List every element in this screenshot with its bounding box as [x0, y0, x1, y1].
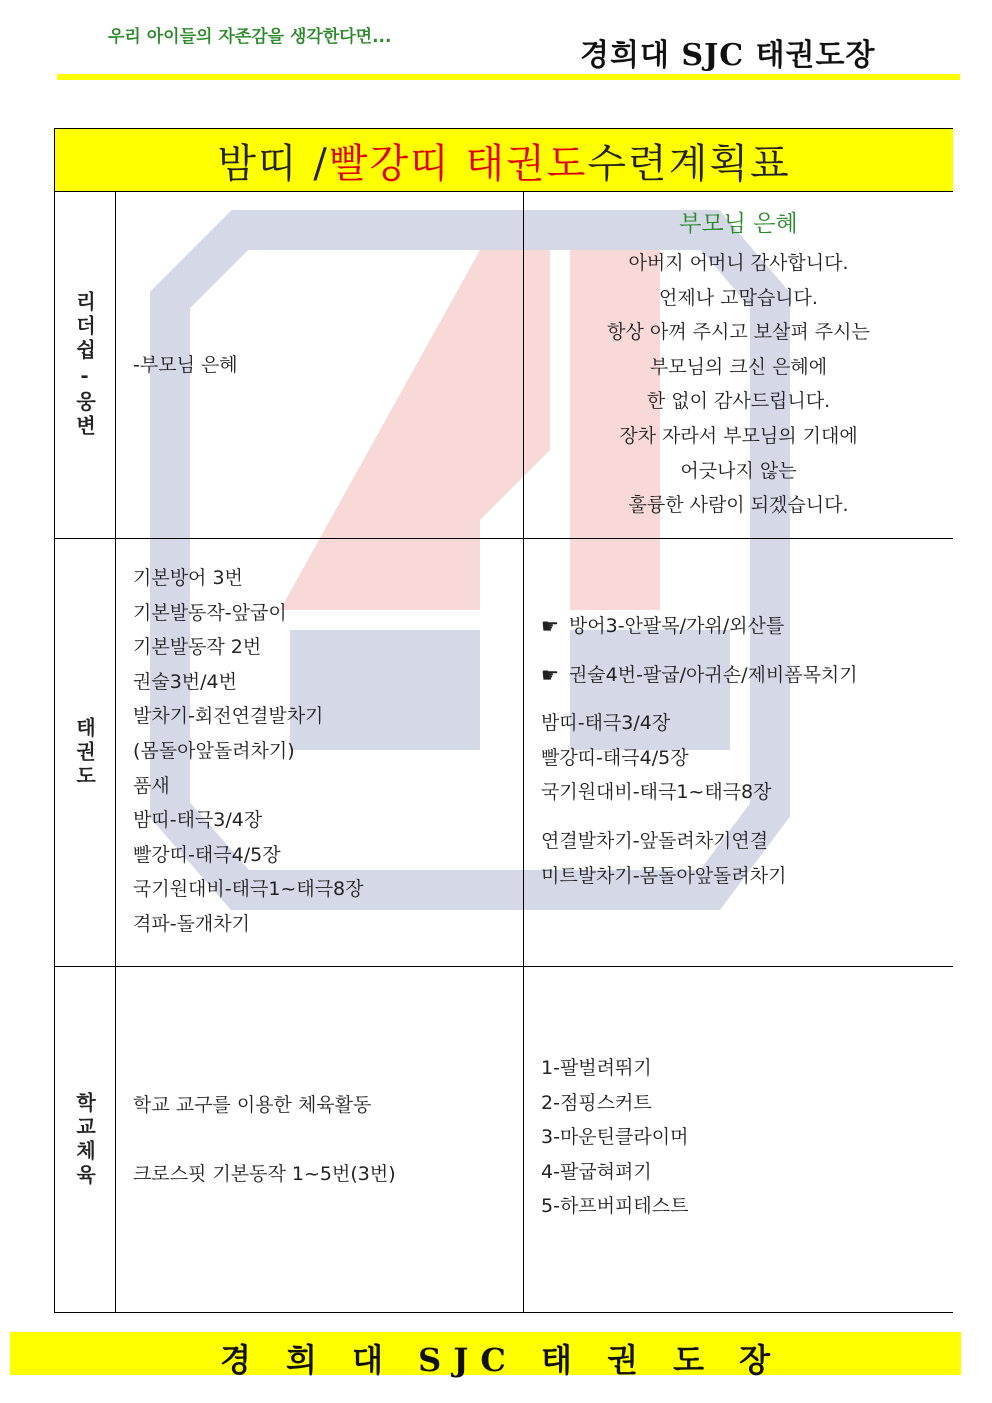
content-line: 기본방어 3번	[133, 567, 243, 589]
content-line: -부모님 은혜	[133, 353, 238, 376]
content-line: 빨강띠-태극4/5장	[133, 843, 281, 866]
poem-line: 훌륭한 사람이 되겠습니다.	[628, 494, 849, 517]
brand-name: 경희대 SJC 태권도장	[580, 38, 876, 73]
exercise-item: 4-팔굽혀펴기	[541, 1160, 652, 1183]
content-line: 기본발동작-앞굽이	[133, 601, 287, 624]
exercise-item: 2-점핑스커트	[541, 1091, 652, 1114]
title-part-1: 밤띠 /	[217, 140, 329, 187]
category-label: 태권도	[72, 716, 97, 789]
content-line: 크로스핏 기본동작 1~5번(3번)	[133, 1162, 396, 1185]
content-cell	[116, 967, 524, 1312]
poem-line: 부모님의 크신 은혜에	[649, 355, 828, 378]
bullet-point	[541, 609, 953, 644]
row-school-pe	[55, 967, 953, 1312]
training-plan-table	[54, 128, 953, 1313]
category-cell	[55, 967, 116, 1312]
bullet-text: 권술4번-팔굽/아귀손/제비폼목치기	[568, 663, 858, 686]
poem-line: 장차 자라서 부모님의 기대에	[619, 424, 858, 447]
category-label: 리더쉽-웅변	[72, 291, 97, 439]
row-taekwondo	[55, 539, 953, 967]
content-line: 학교 교구를 이용한 체육활동	[133, 1093, 372, 1116]
header-divider	[57, 74, 960, 80]
poem-line: 어긋나지 않는	[680, 459, 797, 482]
content-line: 국기원대비-태극1~태극8장	[133, 878, 364, 901]
hand-pointer-icon: ☛	[541, 614, 559, 638]
row-leadership	[55, 192, 953, 539]
detail-cell	[524, 539, 953, 966]
hand-pointer-icon: ☛	[541, 662, 559, 687]
poem-line: 한 없이 감사드립니다.	[646, 390, 831, 413]
content-line	[133, 1122, 523, 1157]
category-cell	[55, 539, 116, 966]
category-label: 학교체육	[72, 1091, 97, 1188]
exercise-item: 1-팔벌려뛰기	[541, 1057, 652, 1079]
poem-line: 아버지 어머니 감사합니다.	[628, 252, 849, 274]
content-line: 기본발동작 2번	[133, 636, 262, 659]
slogan: 우리 아이들의 자존감을 생각한다면...	[108, 27, 392, 47]
poem-line: 항상 아껴 주시고 보살펴 주시는	[607, 321, 870, 344]
detail-cell	[524, 967, 953, 1312]
plan-title	[55, 129, 953, 192]
content-cell	[116, 192, 524, 538]
detail-cell	[524, 192, 953, 538]
category-cell	[55, 192, 116, 538]
title-part-2: 수련계획표	[587, 140, 791, 187]
content-line: 권술3번/4번	[133, 670, 237, 693]
content-cell	[116, 539, 524, 966]
content-line: 발차기-회전연결발차기	[133, 705, 324, 728]
content-line: 격파-돌개차기	[133, 912, 250, 935]
bullet-point	[541, 658, 953, 693]
poem-title: 부모님 은혜	[679, 211, 798, 237]
footer-brand: 경 희 대 SJC 태 권 도 장	[220, 1341, 783, 1379]
detail-line: 미트발차기-몸돌아앞돌려차기	[541, 864, 787, 887]
detail-line: 연결발차기-앞돌려차기연결	[541, 829, 769, 852]
content-line: 밤띠-태극3/4장	[133, 809, 263, 832]
bullet-text: 방어3-안팔목/가위/외산틀	[568, 615, 785, 637]
detail-line: 국기원대비-태극1~태극8장	[541, 781, 772, 804]
detail-line: 빨강띠-태극4/5장	[541, 746, 689, 769]
detail-line: 밤띠-태극3/4장	[541, 712, 671, 735]
poem-line: 언제나 고맙습니다.	[659, 286, 818, 309]
content-line: (몸돌아앞돌려차기)	[133, 739, 295, 762]
spacer	[541, 810, 953, 824]
exercise-item: 5-하프버피테스트	[541, 1195, 689, 1218]
content-line: 품새	[133, 774, 170, 797]
exercise-item: 3-마운틴클라이머	[541, 1126, 689, 1149]
title-red-part: 빨강띠 태권도	[328, 140, 588, 187]
